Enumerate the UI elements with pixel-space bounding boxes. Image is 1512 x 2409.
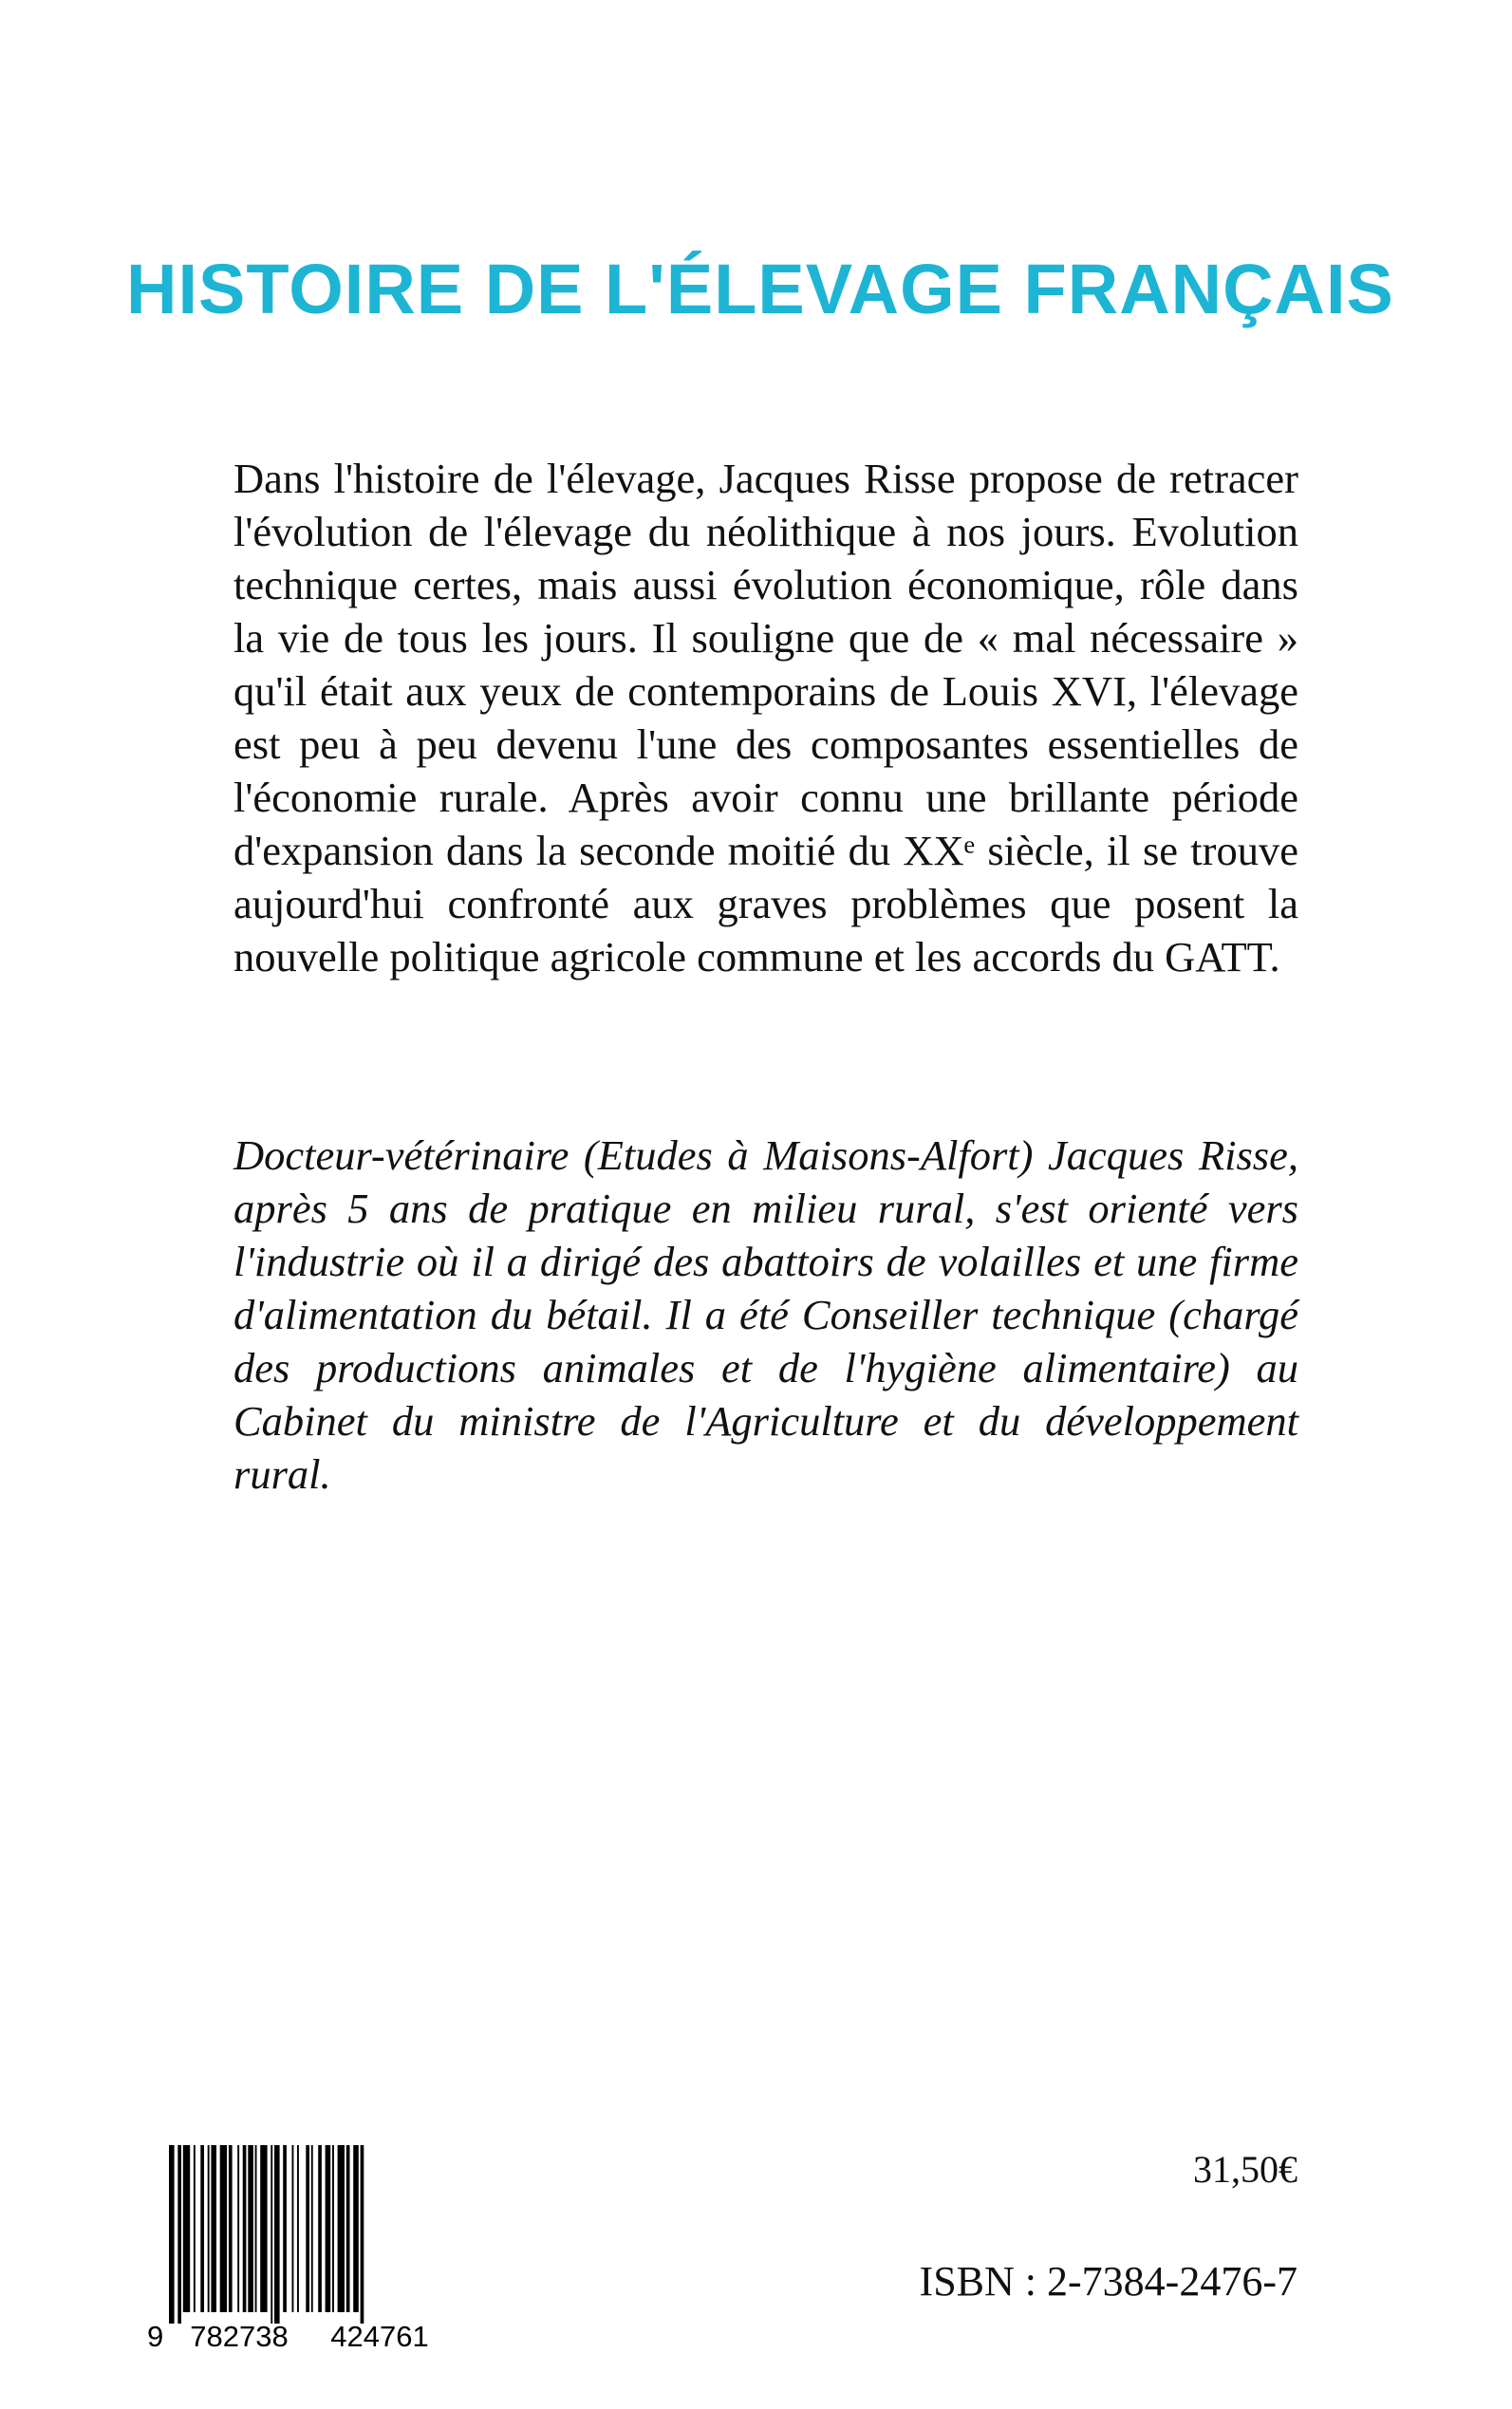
barcode	[142, 2145, 475, 2354]
barcode-bar	[332, 2145, 334, 2312]
barcode-bar	[271, 2145, 272, 2324]
barcode-bar	[311, 2145, 313, 2312]
barcode-bar	[220, 2145, 227, 2312]
barcode-bar	[183, 2145, 190, 2312]
author-bio: Docteur-vétérinaire (Etudes à Maisons-Alfort) Jacques Risse, après 5 ans de pratique en milieu rural, s'est orienté vers l'industrie où il a dirigé des abattoirs de volailles et une firme d'alimentation du bétail. Il a été Conseiller technique (chargé des productions animales et de l'hygiène alimentaire) au Cabinet du ministre de l'Agriculture et du développement rural.	[233, 1131, 1298, 1498]
barcode-bar	[353, 2145, 359, 2312]
barcode-bar	[260, 2145, 267, 2312]
barcode-bar	[318, 2145, 322, 2312]
barcode-bar	[194, 2145, 196, 2312]
barcode-bar	[274, 2145, 280, 2324]
barcode-bar	[177, 2145, 181, 2324]
barcode-bar	[338, 2145, 345, 2312]
barcode-bar	[200, 2145, 204, 2312]
barcode-bar	[297, 2145, 299, 2312]
barcode-bar	[208, 2145, 210, 2312]
barcode-bar	[346, 2145, 350, 2312]
price: 31,50€	[1193, 2148, 1297, 2191]
isbn-label: ISBN :	[919, 2258, 1037, 2305]
book-title: HISTOIRE DE L'ÉLEVAGE FRANÇAIS	[126, 250, 1394, 328]
barcode-bar	[229, 2145, 233, 2312]
book-summary: Dans l'histoire de l'élevage, Jacques Risse propose de retracer l'évolution de l'élevage du néolithique à nos jours. Evolution technique certes, mais aussi évolution économique, rôle dans la vie de tous les jours. Il souligne que de « mal nécessaire » qu'il était aux yeux de contemporains de Louis XVI, l'élevage est peu à peu devenu l'une des composantes essentielles de l'économie rurale. Après avoir connu une brillante période d'expansion dans la seconde moitié du XXᵉ siècle, il se trouve aujourd'hui confronté aux graves problèmes que posent la nouvelle politique agricole commune et les accords du GATT.	[233, 455, 1298, 980]
barcode-bars	[169, 2145, 364, 2324]
barcode-first-digit: 9	[147, 2320, 164, 2353]
barcode-bar	[248, 2145, 253, 2312]
barcode-bar	[237, 2145, 239, 2312]
barcode-bar	[283, 2145, 287, 2312]
barcode-bar	[361, 2145, 364, 2324]
isbn	[920, 2257, 1297, 2306]
barcode-bar	[211, 2145, 216, 2312]
barcode-bar	[306, 2145, 309, 2312]
barcode-bar	[243, 2145, 247, 2312]
barcode-right-digits: 424761	[330, 2320, 429, 2353]
isbn-number: 2-7384-2476-7	[1047, 2258, 1297, 2305]
barcode-left-digits: 782738	[190, 2320, 289, 2353]
barcode-bar	[326, 2145, 331, 2312]
barcode-bar	[255, 2145, 257, 2312]
barcode-bar	[292, 2145, 294, 2312]
barcode-bar	[169, 2145, 175, 2324]
